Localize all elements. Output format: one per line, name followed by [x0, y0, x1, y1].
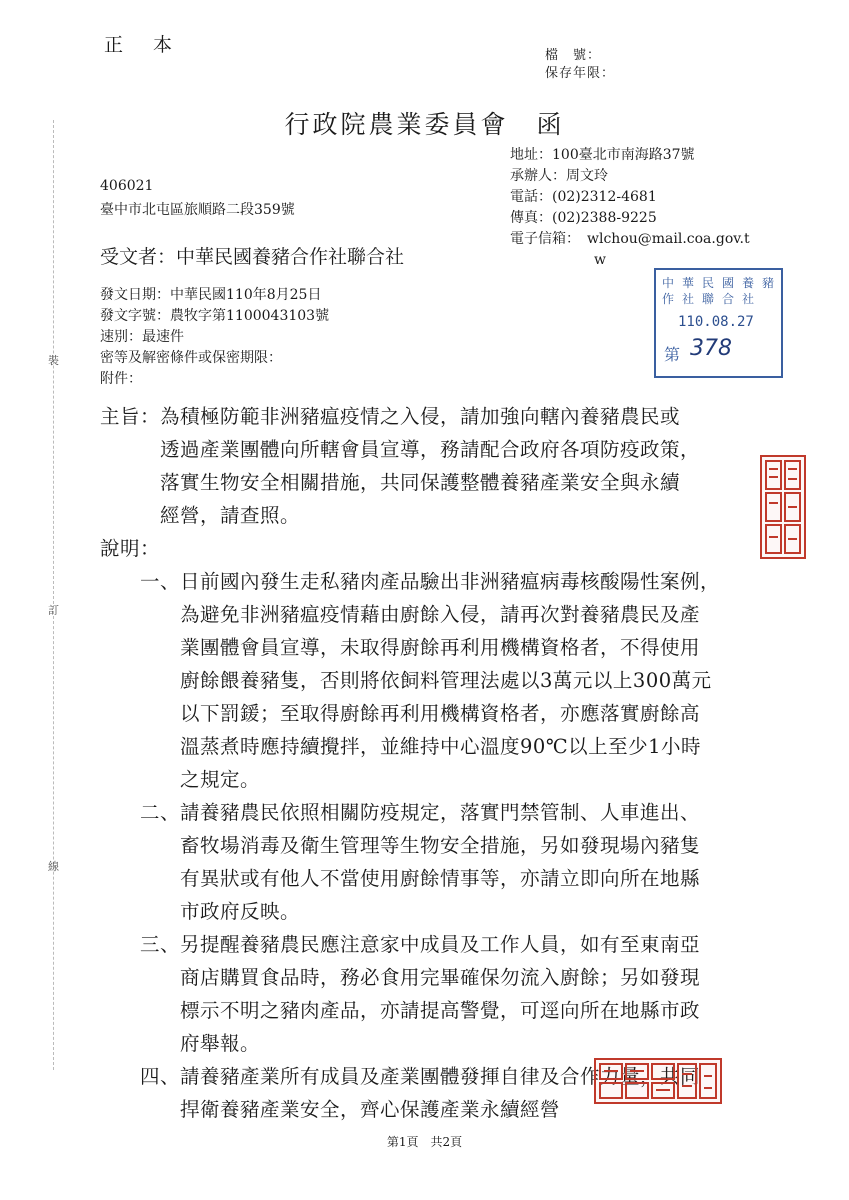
item-3-line-2: 商店購買食品時，務必食用完畢確保勿流入廚餘；另如發現	[100, 966, 701, 989]
item-1-line-1: 一、日前國內發生走私豬肉產品驗出非洲豬瘟病毒核酸陽性案例，	[100, 570, 721, 593]
binding-mark-1: 裝	[48, 354, 59, 367]
item-2-line-1: 二、請養豬農民依照相關防疫規定，落實門禁管制、人車進出、	[100, 801, 701, 824]
page-footer: 第1頁 共2頁	[386, 1135, 463, 1149]
item-1-line-4: 廚餘餵養豬隻，否則將依飼料管理法處以3萬元以上300萬元	[100, 669, 712, 692]
item-1-line-2: 為避免非洲豬瘟疫情藉由廚餘入侵，請再次對養豬農民及產	[100, 603, 701, 626]
meta-date: 發文日期：中華民國110年8月25日	[100, 287, 322, 303]
stamp-handwritten-number: 378	[690, 336, 732, 361]
sender-address: 地址：100臺北市南海路37號	[510, 147, 695, 163]
subject-line-1: 主旨：為積極防範非洲豬瘟疫情之入侵，請加強向轄內養豬農民或	[100, 405, 681, 428]
explanation-heading: 說明：	[100, 537, 161, 560]
item-2-line-3: 有異狀或有他人不當使用廚餘情事等，亦請立即向所在地縣	[100, 867, 701, 890]
item-1-line-5: 以下罰鍰；至取得廚餘再利用機構資格者，亦應落實廚餘高	[100, 702, 701, 725]
sender-email: 電子信箱： wlchou@mail.coa.gov.t	[510, 231, 750, 247]
meta-classification: 密等及解密條件或保密期限：	[100, 350, 282, 366]
item-1-line-6: 溫蒸煮時應持續攪拌，並維持中心溫度90℃以上至少1小時	[100, 735, 702, 758]
binding-line	[53, 120, 54, 1070]
recipient-address: 臺中市北屯區旅順路二段359號	[100, 202, 295, 218]
stamp-org-line2: 作社聯合社	[662, 292, 763, 306]
document-title: 行政院農業委員會 函	[284, 110, 565, 139]
recipient-postal-code: 406021	[100, 178, 154, 194]
stamp-date: 110.08.27	[678, 314, 754, 330]
item-1-line-7: 之規定。	[100, 768, 261, 791]
item-4-line-2: 捍衛養豬產業安全，齊心保護產業永續經營	[100, 1098, 561, 1121]
retention-period-label: 保存年限：	[545, 66, 616, 81]
sender-phone: 電話：(02)2312-4681	[510, 189, 657, 205]
item-3-line-4: 府舉報。	[100, 1032, 261, 1055]
item-3-line-1: 三、另提醒養豬農民應注意家中成員及工作人員，如有至東南亞	[100, 933, 701, 956]
binding-mark-2: 訂	[48, 604, 59, 617]
item-2-line-4: 市政府反映。	[100, 900, 301, 923]
meta-ref-number: 發文字號：農牧字第1100043103號	[100, 308, 330, 324]
binding-mark-3: 線	[48, 860, 59, 873]
official-seal-stamp	[594, 1058, 722, 1104]
subject-line-4: 經營，請查照。	[100, 504, 301, 527]
item-3-line-3: 標示不明之豬肉產品，亦請提高警覺，可逕向所在地縣市政	[100, 999, 701, 1022]
copy-mark: 正 本	[104, 34, 185, 56]
sender-fax: 傳真：(02)2388-9225	[510, 210, 657, 226]
item-1-line-3: 業團體會員宣導，未取得廚餘再利用機構資格者，不得使用	[100, 636, 701, 659]
item-4-line-1: 四、請養豬產業所有成員及產業團體發揮自律及合作力量，共同	[100, 1065, 701, 1088]
sender-officer: 承辦人：周文玲	[510, 168, 608, 184]
stamp-number-label: 第	[664, 345, 681, 364]
red-seal-stamp	[760, 455, 806, 559]
sender-email-cont: w	[510, 252, 606, 268]
subject-line-2: 透過產業團體向所轄會員宣導，務請配合政府各項防疫政策，	[100, 438, 701, 461]
receipt-stamp	[654, 268, 783, 378]
meta-speed: 速別：最速件	[100, 329, 184, 345]
item-2-line-2: 畜牧場消毒及衛生管理等生物安全措施，另如發現場內豬隻	[100, 834, 701, 857]
subject-line-3: 落實生物安全相關措施，共同保護整體養豬產業安全與永續	[100, 471, 681, 494]
archive-number-label: 檔 號：	[545, 48, 602, 63]
recipient: 受文者：中華民國養豬合作社聯合社	[100, 246, 405, 268]
meta-attachment: 附件：	[100, 371, 142, 387]
stamp-org-line1: 中華民國養豬	[662, 276, 783, 290]
